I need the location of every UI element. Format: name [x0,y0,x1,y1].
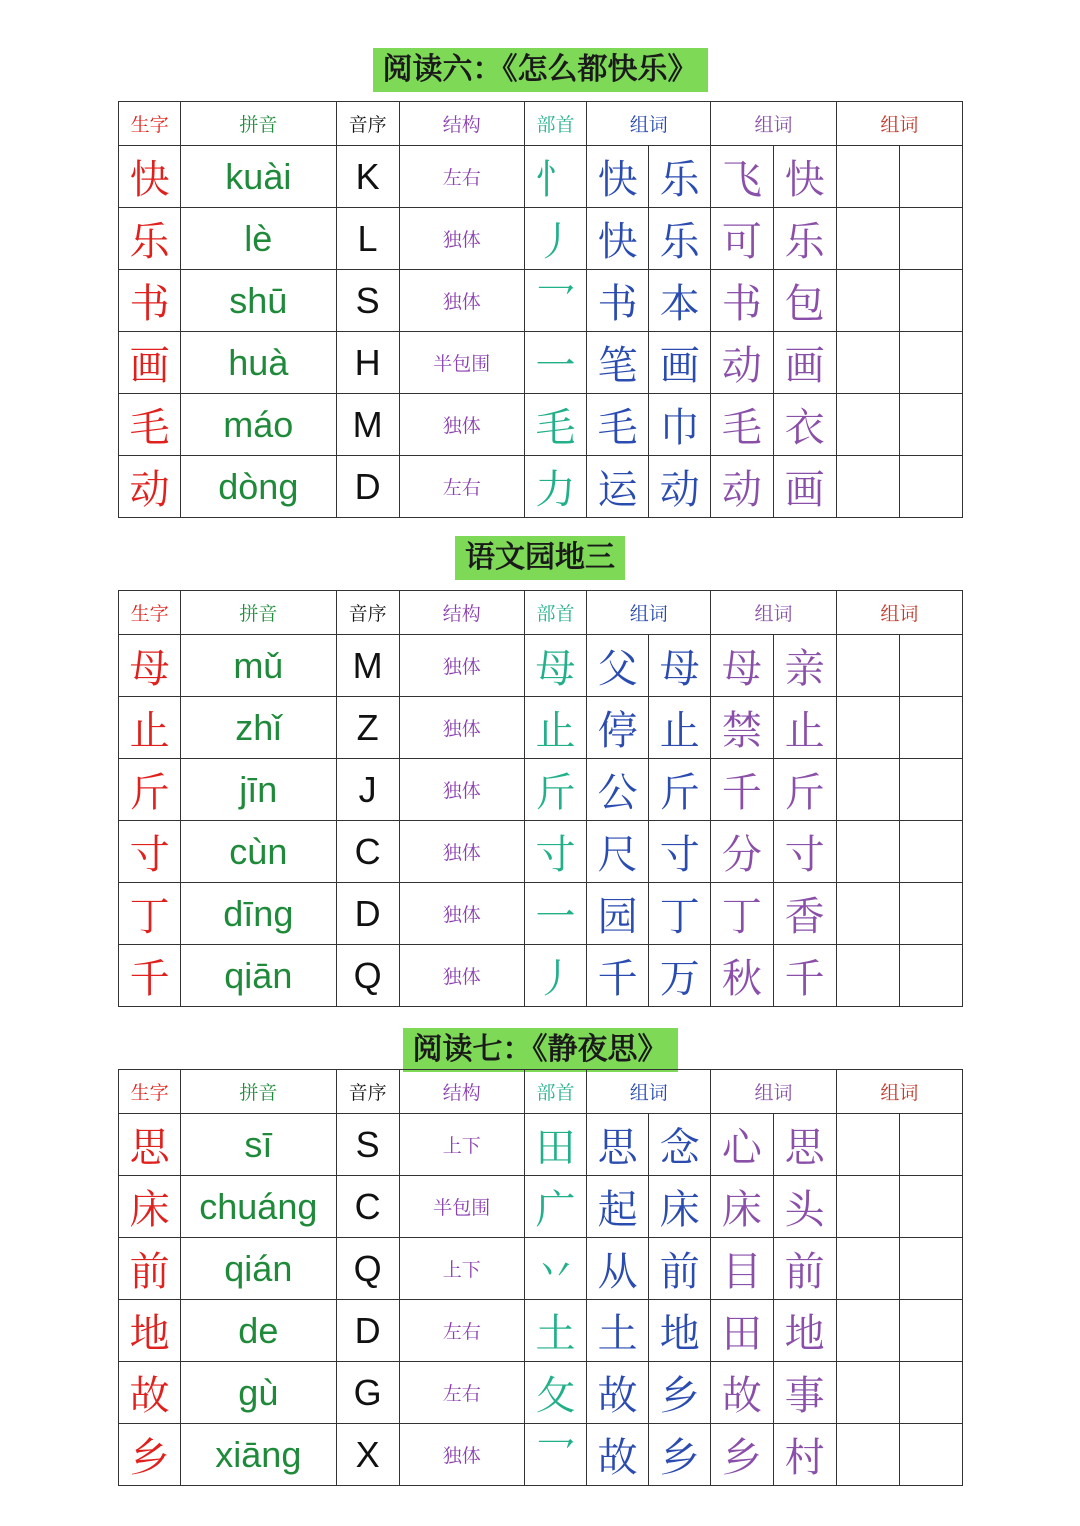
word-2b-cell: 止 [773,697,836,759]
word-2a-cell: 丁 [711,883,773,945]
pinyin-cell: shū [181,270,336,332]
section-title-text: 阅读七：《静夜思》 [403,1028,678,1072]
header-pinyin: 拼音 [181,102,336,146]
empty-word-cell [836,1424,899,1486]
header-structure: 结构 [399,1070,524,1114]
word-2a-cell: 秋 [711,945,773,1007]
radical-cell: 土 [524,1300,586,1362]
word-2a-cell: 禁 [711,697,773,759]
empty-word-cell [899,146,962,208]
char-cell: 母 [119,635,181,697]
header-pinyin: 拼音 [181,1070,336,1114]
header-words-2: 组词 [711,1070,836,1114]
word-1b-cell: 画 [649,332,711,394]
header-order: 音序 [336,591,399,635]
pinyin-cell: qiān [181,945,336,1007]
char-cell: 书 [119,270,181,332]
structure-cell: 上下 [399,1114,524,1176]
header-words-3: 组词 [836,1070,962,1114]
pinyin-cell: cùn [181,821,336,883]
empty-word-cell [836,1176,899,1238]
order-cell: S [336,1114,399,1176]
char-cell: 乡 [119,1424,181,1486]
order-cell: G [336,1362,399,1424]
radical-cell: 丷 [524,1238,586,1300]
radical-cell: 寸 [524,821,586,883]
empty-word-cell [899,1424,962,1486]
header-pinyin: 拼音 [181,591,336,635]
empty-word-cell [899,883,962,945]
radical-cell: 母 [524,635,586,697]
char-cell: 故 [119,1362,181,1424]
word-1a-cell: 书 [587,270,649,332]
table-row [119,332,963,394]
empty-word-cell [899,332,962,394]
word-1a-cell: 起 [587,1176,649,1238]
pinyin-cell: gù [181,1362,336,1424]
structure-cell: 左右 [399,1300,524,1362]
word-1b-cell: 前 [649,1238,711,1300]
structure-cell: 独体 [399,270,524,332]
word-2b-cell: 斤 [773,759,836,821]
word-1b-cell: 床 [649,1176,711,1238]
empty-word-cell [836,394,899,456]
char-table [118,101,963,518]
radical-cell: 一 [524,883,586,945]
structure-cell: 左右 [399,146,524,208]
word-2b-cell: 画 [773,456,836,518]
word-2b-cell: 思 [773,1114,836,1176]
word-1a-cell: 父 [587,635,649,697]
char-cell: 斤 [119,759,181,821]
word-1b-cell: 止 [649,697,711,759]
empty-word-cell [899,821,962,883]
word-1a-cell: 故 [587,1362,649,1424]
header-order: 音序 [336,102,399,146]
radical-cell: 广 [524,1176,586,1238]
order-cell: D [336,1300,399,1362]
char-cell: 毛 [119,394,181,456]
table-row [119,1300,963,1362]
word-2a-cell: 目 [711,1238,773,1300]
word-2b-cell: 前 [773,1238,836,1300]
empty-word-cell [836,270,899,332]
empty-word-cell [899,635,962,697]
order-cell: D [336,883,399,945]
header-words-3: 组词 [836,102,962,146]
word-2b-cell: 快 [773,146,836,208]
structure-cell: 半包围 [399,332,524,394]
radical-cell: 止 [524,697,586,759]
word-1b-cell: 乐 [649,208,711,270]
order-cell: Z [336,697,399,759]
empty-word-cell [899,456,962,518]
empty-word-cell [836,1300,899,1362]
structure-cell: 独体 [399,759,524,821]
order-cell: S [336,270,399,332]
empty-word-cell [899,1114,962,1176]
empty-word-cell [836,456,899,518]
table-row [119,394,963,456]
empty-word-cell [836,208,899,270]
word-2a-cell: 可 [711,208,773,270]
word-1a-cell: 土 [587,1300,649,1362]
char-cell: 乐 [119,208,181,270]
pinyin-cell: mǔ [181,635,336,697]
empty-word-cell [899,1362,962,1424]
empty-word-cell [899,945,962,1007]
word-1a-cell: 运 [587,456,649,518]
empty-word-cell [836,945,899,1007]
empty-word-cell [836,146,899,208]
section-title-text: 阅读六：《怎么都快乐》 [373,48,708,92]
structure-cell: 独体 [399,697,524,759]
word-2a-cell: 床 [711,1176,773,1238]
word-2a-cell: 动 [711,332,773,394]
word-1a-cell: 停 [587,697,649,759]
word-1a-cell: 公 [587,759,649,821]
char-cell: 千 [119,945,181,1007]
radical-cell: 田 [524,1114,586,1176]
structure-cell: 独体 [399,1424,524,1486]
section-title [0,48,1080,92]
word-1b-cell: 巾 [649,394,711,456]
radical-cell: 攵 [524,1362,586,1424]
word-2a-cell: 田 [711,1300,773,1362]
word-2a-cell: 毛 [711,394,773,456]
order-cell: X [336,1424,399,1486]
word-1b-cell: 念 [649,1114,711,1176]
word-1a-cell: 故 [587,1424,649,1486]
pinyin-cell: huà [181,332,336,394]
order-cell: D [336,456,399,518]
radical-cell: 忄 [524,146,586,208]
structure-cell: 上下 [399,1238,524,1300]
word-2b-cell: 画 [773,332,836,394]
word-1a-cell: 快 [587,208,649,270]
char-cell: 前 [119,1238,181,1300]
order-cell: H [336,332,399,394]
word-1b-cell: 地 [649,1300,711,1362]
order-cell: K [336,146,399,208]
pinyin-cell: máo [181,394,336,456]
word-2b-cell: 乐 [773,208,836,270]
char-cell: 丁 [119,883,181,945]
table-row [119,146,963,208]
pinyin-cell: dòng [181,456,336,518]
radical-cell: 一 [524,332,586,394]
word-2b-cell: 衣 [773,394,836,456]
table-row [119,270,963,332]
char-cell: 床 [119,1176,181,1238]
word-1b-cell: 寸 [649,821,711,883]
header-char: 生字 [119,102,181,146]
structure-cell: 左右 [399,456,524,518]
order-cell: C [336,1176,399,1238]
word-2a-cell: 心 [711,1114,773,1176]
pinyin-cell: xiāng [181,1424,336,1486]
table-row [119,1362,963,1424]
table-row [119,1424,963,1486]
word-2b-cell: 地 [773,1300,836,1362]
word-2b-cell: 村 [773,1424,836,1486]
radical-cell: 乛 [524,1424,586,1486]
empty-word-cell [899,208,962,270]
pinyin-cell: zhǐ [181,697,336,759]
word-1b-cell: 乡 [649,1362,711,1424]
empty-word-cell [836,332,899,394]
word-2b-cell: 头 [773,1176,836,1238]
header-words-2: 组词 [711,591,836,635]
word-1a-cell: 笔 [587,332,649,394]
header-radical: 部首 [524,102,586,146]
char-cell: 动 [119,456,181,518]
radical-cell: 力 [524,456,586,518]
word-2b-cell: 千 [773,945,836,1007]
empty-word-cell [899,270,962,332]
radical-cell: 斤 [524,759,586,821]
pinyin-cell: qián [181,1238,336,1300]
header-words-2: 组词 [711,102,836,146]
header-structure: 结构 [399,102,524,146]
empty-word-cell [899,759,962,821]
order-cell: J [336,759,399,821]
word-2b-cell: 香 [773,883,836,945]
word-2a-cell: 动 [711,456,773,518]
empty-word-cell [836,759,899,821]
section-title-text: 语文园地三 [455,536,625,580]
word-2a-cell: 分 [711,821,773,883]
order-cell: Q [336,945,399,1007]
word-1b-cell: 动 [649,456,711,518]
table-row [119,1176,963,1238]
order-cell: C [336,821,399,883]
header-order: 音序 [336,1070,399,1114]
empty-word-cell [836,1238,899,1300]
pinyin-cell: jīn [181,759,336,821]
pinyin-cell: lè [181,208,336,270]
empty-word-cell [836,635,899,697]
structure-cell: 左右 [399,1362,524,1424]
char-cell: 思 [119,1114,181,1176]
pinyin-cell: sī [181,1114,336,1176]
section-title [0,1028,1080,1072]
word-1a-cell: 千 [587,945,649,1007]
structure-cell: 独体 [399,208,524,270]
structure-cell: 独体 [399,945,524,1007]
table-row [119,697,963,759]
radical-cell: 毛 [524,394,586,456]
table-row [119,635,963,697]
word-1b-cell: 乡 [649,1424,711,1486]
word-2a-cell: 乡 [711,1424,773,1486]
empty-word-cell [899,697,962,759]
pinyin-cell: kuài [181,146,336,208]
char-cell: 寸 [119,821,181,883]
order-cell: Q [336,1238,399,1300]
header-row [119,591,963,635]
structure-cell: 独体 [399,394,524,456]
word-1a-cell: 思 [587,1114,649,1176]
radical-cell: 丿 [524,945,586,1007]
table-row [119,208,963,270]
word-1a-cell: 从 [587,1238,649,1300]
table-row [119,759,963,821]
header-row [119,1070,963,1114]
char-cell: 快 [119,146,181,208]
order-cell: M [336,394,399,456]
char-table [118,590,963,1007]
word-1b-cell: 丁 [649,883,711,945]
word-1b-cell: 斤 [649,759,711,821]
char-table [118,1069,963,1486]
pinyin-cell: chuáng [181,1176,336,1238]
pinyin-cell: dīng [181,883,336,945]
table-row [119,883,963,945]
header-words-1: 组词 [587,102,711,146]
table-row [119,1114,963,1176]
header-words-1: 组词 [587,1070,711,1114]
word-2b-cell: 事 [773,1362,836,1424]
empty-word-cell [836,1114,899,1176]
word-2a-cell: 飞 [711,146,773,208]
header-radical: 部首 [524,1070,586,1114]
word-1b-cell: 乐 [649,146,711,208]
empty-word-cell [836,883,899,945]
pinyin-cell: de [181,1300,336,1362]
header-char: 生字 [119,1070,181,1114]
word-2a-cell: 母 [711,635,773,697]
empty-word-cell [836,1362,899,1424]
char-cell: 地 [119,1300,181,1362]
header-char: 生字 [119,591,181,635]
word-1b-cell: 母 [649,635,711,697]
empty-word-cell [836,821,899,883]
word-1a-cell: 园 [587,883,649,945]
section-title [0,536,1080,580]
header-structure: 结构 [399,591,524,635]
structure-cell: 独体 [399,821,524,883]
empty-word-cell [899,1238,962,1300]
empty-word-cell [836,697,899,759]
table-row [119,821,963,883]
char-cell: 止 [119,697,181,759]
word-1a-cell: 毛 [587,394,649,456]
word-1b-cell: 本 [649,270,711,332]
structure-cell: 独体 [399,635,524,697]
char-cell: 画 [119,332,181,394]
word-1a-cell: 尺 [587,821,649,883]
radical-cell: 乛 [524,270,586,332]
header-radical: 部首 [524,591,586,635]
word-2a-cell: 故 [711,1362,773,1424]
word-1b-cell: 万 [649,945,711,1007]
word-1a-cell: 快 [587,146,649,208]
radical-cell: 丿 [524,208,586,270]
table-row [119,945,963,1007]
word-2a-cell: 千 [711,759,773,821]
structure-cell: 独体 [399,883,524,945]
word-2b-cell: 寸 [773,821,836,883]
empty-word-cell [899,394,962,456]
table-row [119,1238,963,1300]
order-cell: M [336,635,399,697]
word-2a-cell: 书 [711,270,773,332]
word-2b-cell: 包 [773,270,836,332]
order-cell: L [336,208,399,270]
table-row [119,456,963,518]
word-2b-cell: 亲 [773,635,836,697]
structure-cell: 半包围 [399,1176,524,1238]
empty-word-cell [899,1300,962,1362]
header-words-1: 组词 [587,591,711,635]
empty-word-cell [899,1176,962,1238]
header-words-3: 组词 [836,591,962,635]
header-row [119,102,963,146]
